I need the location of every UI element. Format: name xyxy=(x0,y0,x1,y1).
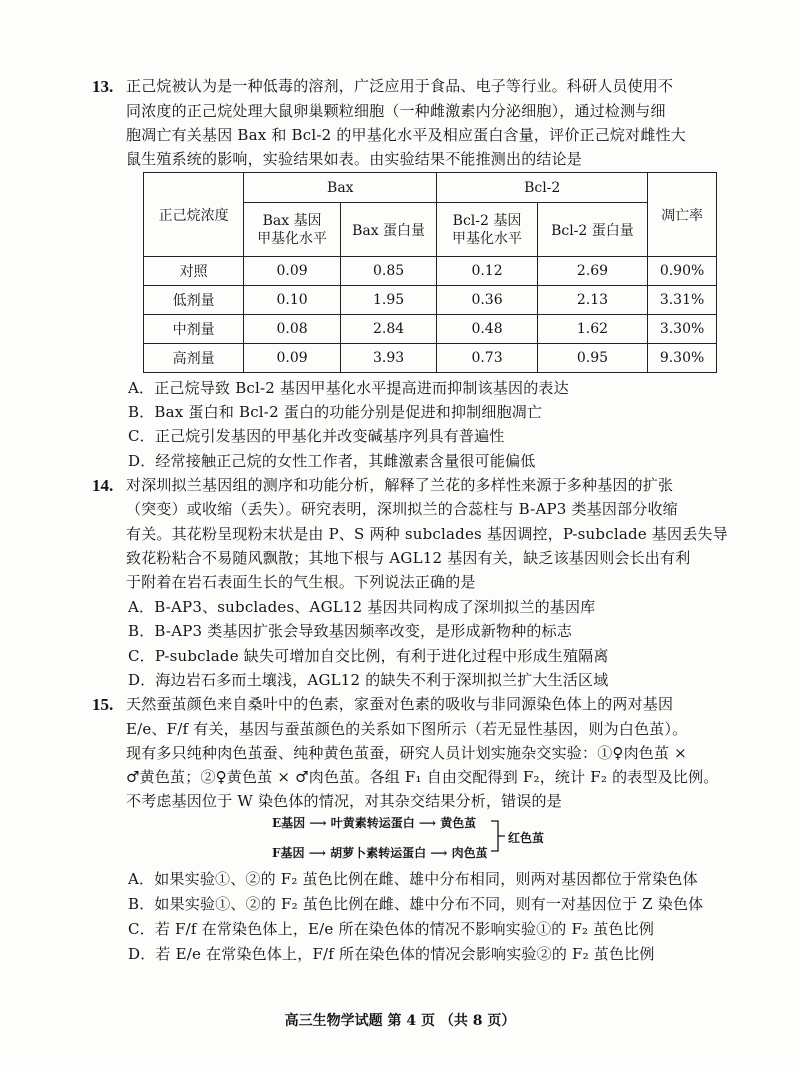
bax-protein-header: Bax 蛋白量 xyxy=(340,203,436,257)
question-13-number: 13. xyxy=(92,77,114,96)
apoptosis-rate-header: 凋亡率 xyxy=(648,173,717,257)
bax-group-header: Bax xyxy=(244,173,437,203)
q15-line: 现有多只纯种肉色茧蚕、纯种黄色茧蚕，研究人员计划实施杂交实验：①♀肉色茧 × xyxy=(126,744,687,762)
question-14-number: 14. xyxy=(92,476,114,495)
cell-apoptosis-rate: 3.30% xyxy=(648,315,717,344)
row-label: 高剂量 xyxy=(144,344,244,373)
q14-line: （突变）或收缩（丢失）。研究表明，深圳拟兰的合蕊柱与 B-AP3 类基因部分收缩 xyxy=(126,500,678,518)
cell-apoptosis-rate: 3.31% xyxy=(648,286,717,315)
cell-bcl-protein: 0.95 xyxy=(537,344,647,373)
cell-bcl-methylation: 0.36 xyxy=(437,286,537,315)
row-label: 低剂量 xyxy=(144,286,244,315)
cell-bax-protein: 0.85 xyxy=(340,257,436,286)
cell-apoptosis-rate: 0.90% xyxy=(648,257,717,286)
table-row xyxy=(144,286,717,315)
q15-line: 不考虑基因位于 W 染色体的情况，对其杂交结果分析，错误的是 xyxy=(126,792,562,810)
cell-bax-methylation: 0.10 xyxy=(244,286,340,315)
q13-line: 同浓度的正己烷处理大鼠卵巢颗粒细胞（一种雌激素内分泌细胞），通过检测与细 xyxy=(126,102,666,120)
cell-bax-methylation: 0.08 xyxy=(244,315,340,344)
cell-bax-protein: 3.93 xyxy=(340,344,436,373)
gene-pathway-diagram xyxy=(272,812,592,862)
q14-line: 有关。其花粉呈现粉末状是由 P、S 两种 subclades 基因调控，P-subclade 基因丢失导 xyxy=(126,525,728,543)
q13-line: 鼠生殖系统的影响，实验结果如表。由实验结果不能推测出的结论是 xyxy=(126,150,583,168)
q14-line: 于附着在岩石表面生长的气生根。下列说法正确的是 xyxy=(126,573,476,591)
cell-bcl-methylation: 0.73 xyxy=(437,344,537,373)
q15-line: ♂黄色茧；②♀黄色茧 × ♂肉色茧。各组 F₁ 自由交配得到 F₂，统计 F₂ 的表型及比例。 xyxy=(126,768,719,786)
cell-bax-protein: 1.95 xyxy=(340,286,436,315)
q15-option-c: C．若 F/f 在常染色体上，E/e 所在染色体的情况不影响实验①的 F₂ 茧色比例 xyxy=(128,920,655,938)
q15-option-b: B．如果实验①、②的 F₂ 茧色比例在雌、雄中分布不同，则有一对基因位于 Z 染色体 xyxy=(128,895,704,913)
table-row xyxy=(144,344,717,373)
q14-line: 致花粉粘合不易随风飘散；其地下根与 AGL12 基因有关，缺乏该基因则会长出有利 xyxy=(126,549,691,567)
cell-bcl-protein: 2.69 xyxy=(537,257,647,286)
cell-bax-methylation: 0.09 xyxy=(244,344,340,373)
table-row xyxy=(144,315,717,344)
pathway-result: 红色茧 xyxy=(508,831,545,845)
q13-option-b: B．Bax 蛋白和 Bcl-2 蛋白的功能分别是促进和抑制细胞凋亡 xyxy=(128,403,543,421)
q15-option-d: D．若 E/e 在常染色体上，F/f 所在染色体的情况会影响实验②的 F₂ 茧色比例 xyxy=(128,945,655,963)
q14-line: 对深圳拟兰基因组的测序和功能分析，解释了兰花的多样性来源于多种基因的扩张 xyxy=(126,476,674,494)
cell-bax-protein: 2.84 xyxy=(340,315,436,344)
q13-option-c: C．正己烷引发基因的甲基化并改变碱基序列具有普遍性 xyxy=(128,427,505,445)
table-corner-header: 正己烷浓度 xyxy=(144,173,244,257)
q14-option-c: C．P-subclade 缺失可增加自交比例，有利于进化过程中形成生殖隔离 xyxy=(128,647,609,665)
q15-line: E/e、F/f 有关，基因与蚕茧颜色的关系如下图所示（若无显性基因，则为白色茧）。 xyxy=(126,720,688,738)
q14-option-d: D．海边岩石多而土壤浅，AGL12 的缺失不利于深圳拟兰扩大生活区域 xyxy=(128,671,609,689)
pathway-f-gene: F基因 ⟶ 胡萝卜素转运蛋白 ⟶ 肉色茧 xyxy=(272,846,488,860)
q14-option-a: A．B-AP3、subclades、AGL12 基因共同构成了深圳拟兰的基因库 xyxy=(128,598,596,616)
cell-bcl-protein: 1.62 xyxy=(537,315,647,344)
table-row xyxy=(144,257,717,286)
cell-bcl-methylation: 0.48 xyxy=(437,315,537,344)
q15-option-a: A．如果实验①、②的 F₂ 茧色比例在雌、雄中分布相同，则两对基因都位于常染色体 xyxy=(128,870,698,888)
bcl-methylation-header: Bcl-2 基因 甲基化水平 xyxy=(437,203,537,257)
q15-line: 天然蚕茧颜色来自桑叶中的色素，家蚕对色素的吸收与非同源染色体上的两对基因 xyxy=(126,695,674,713)
methylation-table xyxy=(143,172,717,373)
q13-line: 正己烷被认为是一种低毒的溶剂，广泛应用于食品、电子等行业。科研人员使用不 xyxy=(126,77,674,95)
bcl-protein-header: Bcl-2 蛋白量 xyxy=(537,203,647,257)
cell-bcl-methylation: 0.12 xyxy=(437,257,537,286)
bax-methylation-header: Bax 基因 甲基化水平 xyxy=(244,203,340,257)
page-footer: 高三生物学试题 第 4 页 （共 8 页） xyxy=(284,1013,516,1029)
pathway-e-gene: E基因 ⟶ 叶黄素转运蛋白 ⟶ 黄色茧 xyxy=(272,816,477,830)
q14-option-b: B．B-AP3 类基因扩张会导致基因频率改变，是形成新物种的标志 xyxy=(128,622,573,640)
q13-line: 胞凋亡有关基因 Bax 和 Bcl-2 的甲基化水平及相应蛋白含量，评价正己烷对雌性大 xyxy=(126,126,686,144)
cell-bcl-protein: 2.13 xyxy=(537,286,647,315)
bcl-group-header: Bcl-2 xyxy=(437,173,648,203)
merge-bracket-icon xyxy=(490,820,506,852)
cell-apoptosis-rate: 9.30% xyxy=(648,344,717,373)
row-label: 中剂量 xyxy=(144,315,244,344)
q13-option-d: D．经常接触正己烷的女性工作者，其雌激素含量很可能偏低 xyxy=(128,452,536,470)
row-label: 对照 xyxy=(144,257,244,286)
cell-bax-methylation: 0.09 xyxy=(244,257,340,286)
question-15-number: 15. xyxy=(92,695,114,714)
q13-option-a: A．正己烷导致 Bcl-2 基因甲基化水平提高进而抑制该基因的表达 xyxy=(128,379,569,397)
